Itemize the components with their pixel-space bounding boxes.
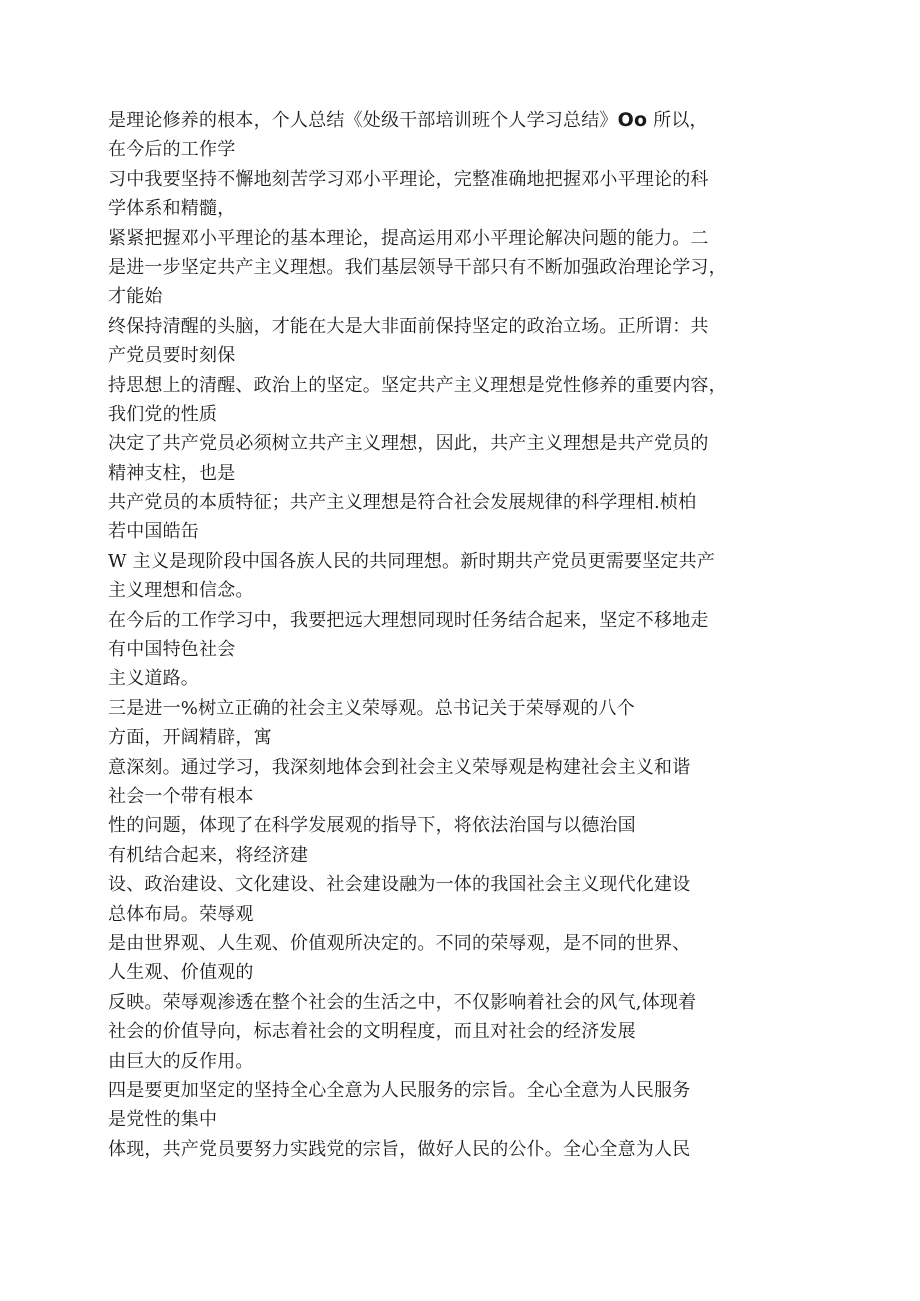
text-segment: 决定了共产党员必须树立共产主义理想，因此，共产主义理想是共产党员的: [108, 433, 709, 455]
text-segment: 反映。荣辱观渗透在整个社会的生活之中，不仅影响着社会的风气,体现着: [108, 991, 697, 1013]
text-line: [108, 606, 828, 635]
text-segment: 意深刻。通过学习，我深刻地体会到社会主义荣辱观是构建社会主义和谐: [108, 756, 691, 778]
text-line: [108, 371, 828, 400]
text-line: [108, 782, 828, 811]
text-line: [108, 900, 828, 929]
text-segment: 共产党员的本质特征；共产主义理想是符合社会发展规律的科学理相.桢柏: [108, 492, 697, 514]
text-segment: 在今后的工作学习中，我要把远大理想同现时任务结合起来，坚定不移地走: [108, 609, 709, 631]
text-segment: 学体系和精髓，: [108, 198, 236, 220]
text-segment: 方面，开阔精辟，寓: [108, 727, 272, 749]
text-segment: 是党性的集中: [108, 1109, 218, 1131]
text-line: [108, 841, 828, 870]
text-segment: 设、政治建设、文化建设、社会建设融为一体的我国社会主义现代化建设: [108, 874, 691, 896]
text-segment: 是由世界观、人生观、价值观所决定的。不同的荣辱观，是不同的世界、: [108, 932, 691, 954]
text-line: [108, 1017, 828, 1046]
text-segment: 所以，: [647, 110, 708, 131]
text-line: [108, 547, 828, 576]
text-line: [108, 224, 828, 253]
text-line: [108, 517, 828, 546]
text-line: [108, 135, 828, 164]
text-line: [108, 1047, 828, 1076]
text-line: [108, 253, 828, 282]
text-line: [108, 312, 828, 341]
text-segment: 四是要更加坚定的坚持全心全意为人民服务的宗旨。全心全意为人民服务: [108, 1079, 691, 1101]
text-line: [108, 400, 828, 429]
text-line: [108, 194, 828, 223]
text-line: [108, 929, 828, 958]
text-line: [108, 282, 828, 311]
text-segment: 性的问题，体现了在科学发展观的指导下，将依法治国与以德治国: [108, 815, 636, 837]
text-line: [108, 958, 828, 987]
text-segment: 紧紧把握邓小平理论的基本理论，提高运用邓小平理论解决问题的能力。二: [108, 227, 709, 249]
text-segment: 人生观、价值观的: [108, 962, 254, 984]
text-segment: 有中国特色社会: [108, 639, 236, 661]
text-line: [108, 341, 828, 370]
text-line: [108, 635, 828, 664]
text-line: [108, 753, 828, 782]
text-line: [108, 664, 828, 693]
text-line: [108, 694, 828, 723]
text-segment: 在今后的工作学: [108, 139, 236, 161]
text-segment: 若中国皓缶: [108, 521, 199, 543]
text-segment: 总体布局。荣辱观: [108, 903, 254, 925]
text-line: [108, 811, 828, 840]
text-segment: 社会一个带有根本: [108, 785, 254, 807]
text-line: [108, 488, 828, 517]
text-segment: 是理论修养的根本，个人总结《处级干部培训班个人学习总结》: [108, 110, 618, 131]
text-segment: 三是进一%树立正确的社会主义荣辱观。总书记关于荣辱观的八个: [108, 697, 635, 719]
text-segment: 是进一步坚定共产主义理想。我们基层领导干部只有不断加强政治理论学习，: [108, 256, 727, 278]
text-line: [108, 576, 828, 605]
text-segment: 持思想上的清醒、政治上的坚定。坚定共产主义理想是党性修养的重要内容，: [108, 374, 727, 396]
body-text: [108, 106, 828, 1164]
bold-text-segment: Oo: [617, 109, 648, 131]
text-line: [108, 459, 828, 488]
text-segment: 主义道路。: [108, 668, 199, 690]
text-segment: W 主义是现阶段中国各族人民的共同理想。新时期共产党员更需要坚定共产: [108, 550, 716, 572]
text-line: [108, 106, 828, 135]
text-segment: 主义理想和信念。: [108, 580, 254, 602]
text-line: [108, 1105, 828, 1134]
text-segment: 才能始: [108, 286, 163, 308]
text-segment: 有机结合起来，将经济建: [108, 844, 309, 866]
text-segment: 产党员要时刻保: [108, 345, 236, 367]
text-segment: 社会的价值导向，标志着社会的文明程度，而且对社会的经济发展: [108, 1021, 636, 1043]
text-segment: 精神支柱，也是: [108, 462, 236, 484]
text-line: [108, 870, 828, 899]
text-line: [108, 1076, 828, 1105]
text-line: [108, 988, 828, 1017]
text-segment: 终保持清醒的头脑，才能在大是大非面前保持坚定的政治立场。正所谓：共: [108, 315, 709, 337]
text-line: [108, 1135, 828, 1164]
text-segment: 我们党的性质: [108, 403, 218, 425]
text-line: [108, 429, 828, 458]
text-segment: 习中我要坚持不懈地刻苦学习邓小平理论，完整准确地把握邓小平理论的科: [108, 168, 709, 190]
text-line: [108, 165, 828, 194]
text-segment: 体现，共产党员要努力实践党的宗旨，做好人民的公仆。全心全意为人民: [108, 1138, 691, 1160]
text-segment: 由巨大的反作用。: [108, 1050, 254, 1072]
text-line: [108, 723, 828, 752]
